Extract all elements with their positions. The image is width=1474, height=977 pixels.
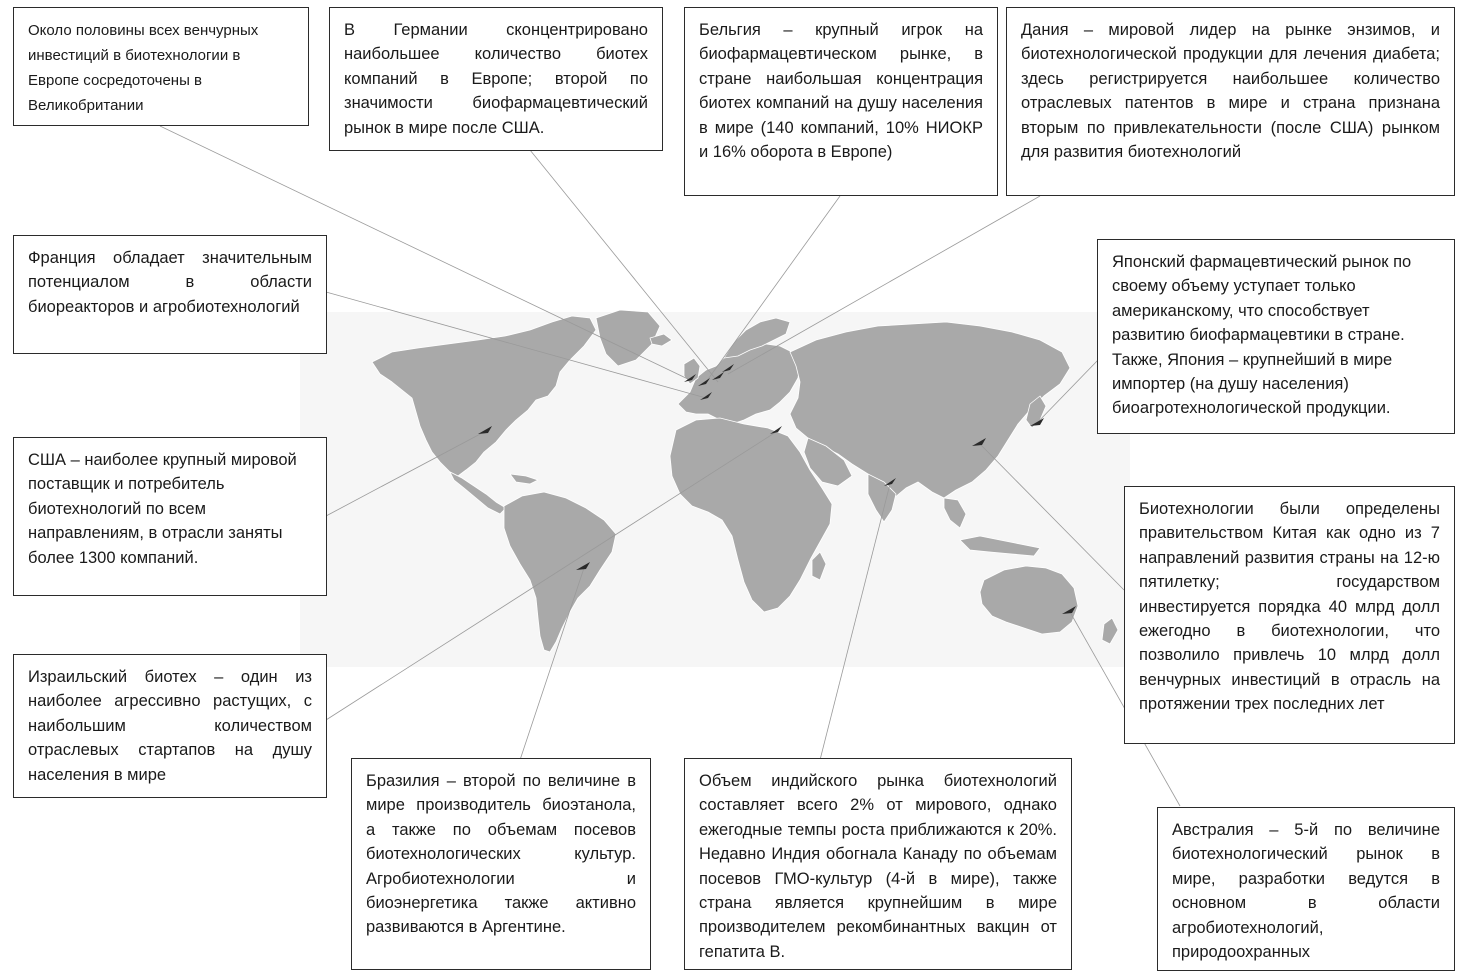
callout-india: Объем индийского рынка биотехнологий составляет всего 2% от мирового, однако ежегодные темпы роста приближаются к 20%. Недавно Индия обогнала Канаду по объемам посевов ГМО-культур (4-й в мире), также страна является крупнейшим в мире производителем рекомбинантных вакцин от гепатита В. — [684, 758, 1072, 970]
callout-brazil: Бразилия – второй по величине в мире производитель биоэтанола, а также по объемам посевов биотехнологических культур. Агробиотехнологии и биоэнергетика также активно развиваются в Аргентине. — [351, 758, 651, 970]
callout-china: Биотехнологии были определены правительством Китая как одно из 7 направлений развития страны на 12-ю пятилетку; государством инвестируется порядка 40 млрд долл ежегодно в биотехнологии, что позволило привлечь 10 млрд долл венчурных инвестиций в отрасль на протяжении трех последних лет — [1124, 486, 1455, 744]
callout-france: Франция обладает значительным потенциалом в области биореакторов и агробиотехнологий — [13, 235, 327, 354]
callout-japan: Японский фармацевтический рынок по своему объему уступает только американскому, что способствует развитию биофармацевтики в стране. Также, Япония – крупнейший в мире импортер (на душу населения) биоагротехнологической продукции. — [1097, 239, 1455, 434]
callout-germany: В Германии сконцентрировано наибольшее количество биотех компаний в Европе; второй по значимости биофармацевтический рынок в мире после США. — [329, 7, 663, 151]
callout-denmark: Дания – мировой лидер на рынке энзимов, и биотехнологической продукции для лечения диабета; здесь регистрируется наибольшее количество отраслевых патентов в мире и страна признана вторым по привлекательности (после США) рынком для развития биотехнологий — [1006, 7, 1455, 196]
callout-uk: Около половины всех венчурных инвестиций в биотехнологии в Европе сосредоточены в Великобритании — [13, 7, 309, 126]
callout-australia: Австралия – 5-й по величине биотехнологический рынок в мире, разработки ведутся в основном в области агробиотехнологий, природоохранных — [1157, 807, 1455, 971]
callout-usa: США – наиболее крупный мировой поставщик и потребитель биотехнологий по всем направлениям, в отрасли заняты более 1300 компаний. — [13, 437, 327, 596]
callout-belgium: Бельгия – крупный игрок на биофармацевтическом рынке, в стране наибольшая концентрация биотех компаний на душу населения в мире (140 компаний, 10% НИОКР и 16% оборота в Европе) — [684, 7, 998, 196]
callout-israel: Израильский биотех – один из наиболее агрессивно растущих, с наибольшим количеством отраслевых стартапов на душу населения в мире — [13, 654, 327, 798]
